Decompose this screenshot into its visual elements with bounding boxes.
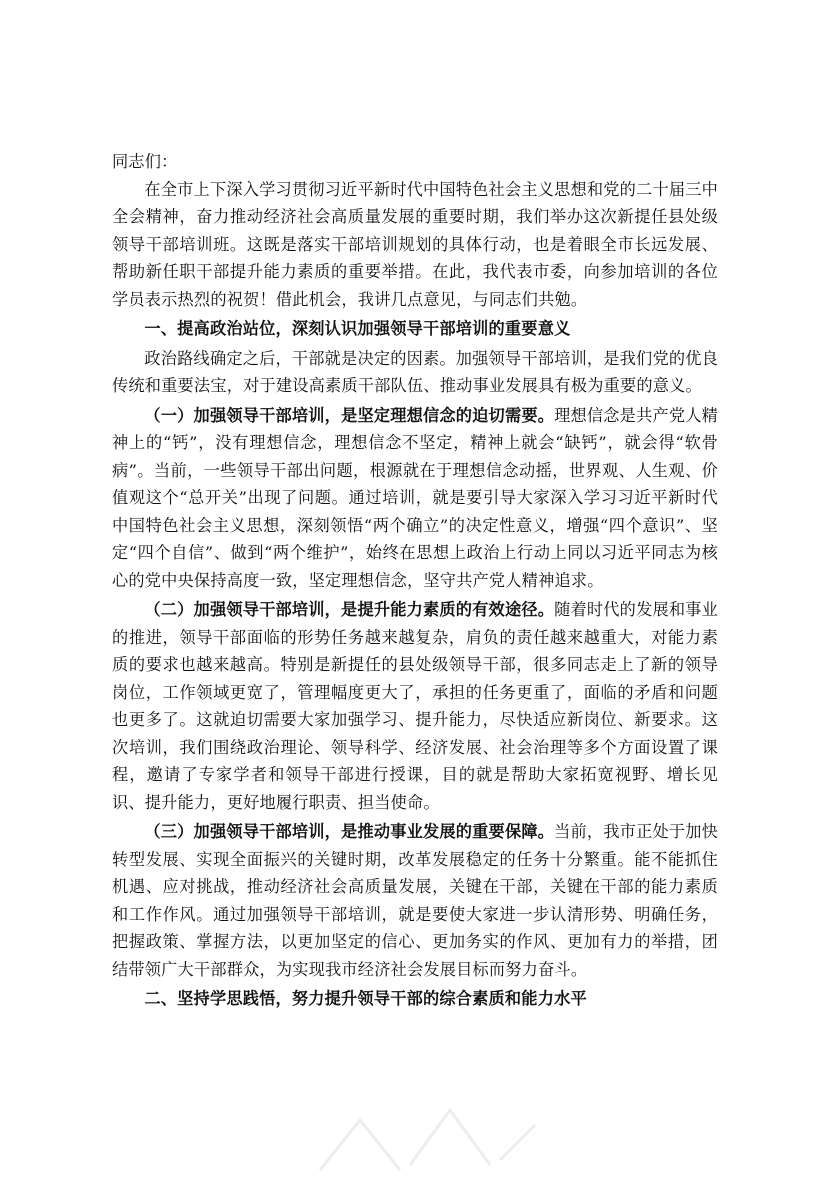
point-2-body: 随着时代的发展和事业的推进，领导干部面临的形势任务越来越复杂，肩负的责任越来越重大，对能力素质的要求也越来越高。特别是新提任的县处级领导干部，很多同志走上了新的领导岗位，工作领域更宽了，管理幅度更大了，承担的任务更重了，面临的矛盾和问题也更多了。这就迫切需要大家加强学习、提升能力，尽快适应新岗位、新要求。这次培训，我们围绕政治理论、领导科学、经济发展、社会治理等多个方面设置了课程，邀请了专家学者和领导干部进行授课，目的就是帮助大家拓宽视野、增长见识、提升能力，更好地履行职责、担当使命。 [112, 600, 719, 812]
point-1-lead: （一）加强领导干部培训，是坚定理想信念的迫切需要。 [144, 405, 555, 425]
point-3-paragraph [112, 818, 718, 983]
section-1-heading: 一、提高政治站位，深刻认识加强领导干部培训的重要意义 [144, 319, 571, 338]
document-body [112, 148, 718, 1015]
point-1-body: 理想信念是共产党人精神上的“钙”，没有理想信念，理想信念不坚定，精神上就会“缺钙”，就会得“软骨病”。当前，一些领导干部出问题，根源就在于理想信念动摇，世界观、人生观、价值观这个“总开关”出现了问题。通过培训，就是要引导大家深入学习习近平新时代中国特色社会主义思想，深刻领悟“两个确立”的决定性意义，增强“四个意识”、坚定“四个自信”、做到“两个维护”，始终在思想上政治上行动上同以习近平同志为核心的党中央保持高度一致，坚定理想信念，坚守共产党人精神追求。 [112, 405, 719, 590]
point-3-body: 当前，我市正处于加快转型发展、实现全面振兴的关键时期，改革发展稳定的任务十分繁重。能不能抓住机遇、应对挑战，推动经济社会高质量发展，关键在干部，关键在干部的能力素质和工作作风。通过加强领导干部培训，就是要使大家进一步认清形势、明确任务，把握政策、掌握方法，以更加坚定的信心、更加务实的作风、更加有力的举措，团结带领广大干部群众，为实现我市经济社会发展目标而努力奋斗。 [112, 822, 719, 979]
point-2-paragraph [112, 596, 718, 816]
section-2-heading: 二、坚持学思践悟，努力提升领导干部的综合素质和能力水平 [144, 989, 587, 1008]
point-3-lead: （三）加强领导干部培训，是推动事业发展的重要保障。 [144, 822, 555, 841]
intro-paragraph: 在全市上下深入学习贯彻习近平新时代中国特色社会主义思想和党的二十届三中全会精神，奋力推动经济社会高质量发展的重要时期，我们举办这次新提任县处级领导干部培训班。这既是落实干部培训规划的具体行动，也是着眼全市长远发展、帮助新任职干部提升能力素质的重要举措。在此，我代表市委，向参加培训的各位学员表示热烈的祝贺！借此机会，我讲几点意见，与同志们共勉。 [112, 179, 718, 309]
salutation: 同志们： [112, 152, 178, 171]
section-1-intro: 政治路线确定之后，干部就是决定的因素。加强领导干部培训，是我们党的优良传统和重要法宝，对于建设高素质干部队伍、推动事业发展具有极为重要的意义。 [112, 348, 718, 395]
point-2-lead: （二）加强领导干部培训，是提升能力素质的有效途径。 [144, 600, 555, 619]
point-1-paragraph [112, 402, 718, 595]
watermark-graphic [300, 1090, 560, 1180]
